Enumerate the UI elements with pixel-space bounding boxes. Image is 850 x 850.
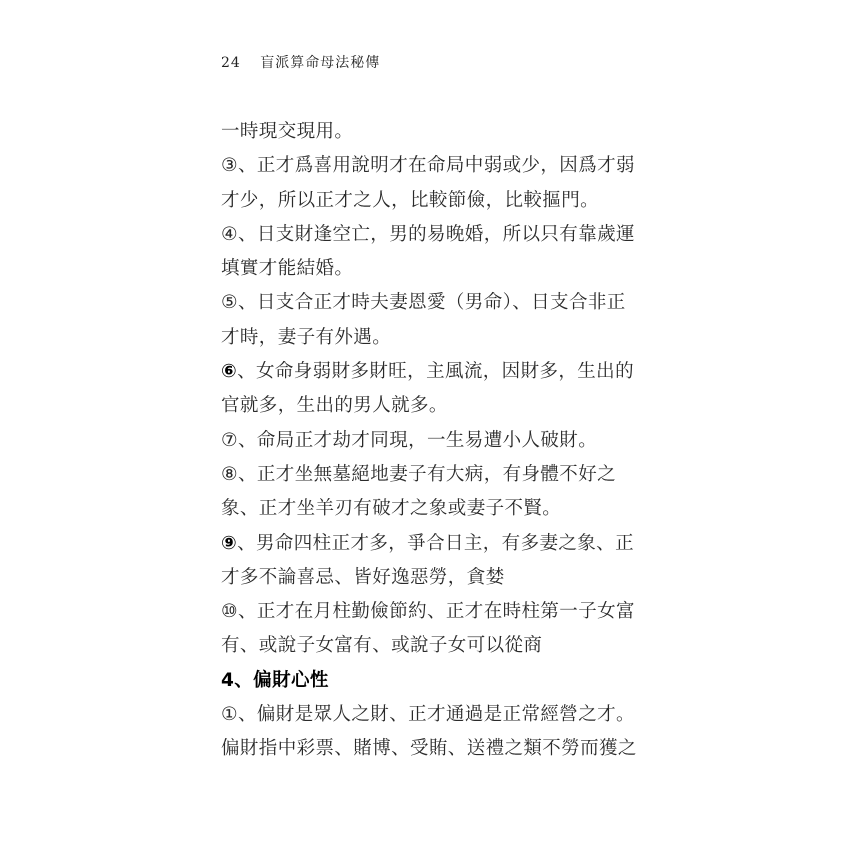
running-header [221, 52, 380, 72]
line-text: 、正才在月柱勤儉節約、正才在時柱第一子女富 [238, 601, 635, 623]
list-item-1 [221, 698, 641, 732]
line-text: 官就多，生出的男人就多。 [221, 395, 448, 417]
page-number: 24 [221, 55, 241, 71]
circled-number-8: ⑧ [221, 463, 238, 485]
line-text: 一時現交現用。 [221, 121, 354, 142]
text-line [221, 252, 641, 286]
text-line [221, 184, 641, 218]
line-text: 、日支財逢空亡，男的易晚婚，所以只有靠歲運 [238, 223, 635, 245]
list-item-6 [221, 355, 641, 389]
circled-number-10: ⑩ [221, 601, 238, 623]
circled-number-5: ⑤ [221, 292, 238, 314]
line-text: 、男命四柱正才多，爭合日主，有多妻之象、正 [237, 532, 634, 554]
text-line [221, 732, 641, 766]
text-line [221, 629, 641, 663]
line-text: 填實才能結婚。 [221, 258, 354, 280]
line-text: 、正才坐無墓絕地妻子有大病，有身體不好之 [238, 463, 617, 485]
line-text: 、正才爲喜用說明才在命局中弱或少，因爲才弱 [238, 155, 635, 177]
line-text: 象、正才坐羊刃有破才之象或妻子不賢。 [221, 498, 562, 520]
list-item-7 [221, 424, 641, 458]
list-item-9 [221, 527, 641, 561]
circled-number-3: ③ [221, 155, 238, 177]
circled-number-7: ⑦ [221, 429, 238, 451]
line-text: 、日支合正才時夫妻恩愛（男命）、日支合非正 [238, 292, 626, 314]
book-title: 盲派算命母法秘傳 [260, 55, 381, 71]
line-text: 有、或說子女富有、或說子女可以從商 [221, 635, 543, 657]
line-text: 才時，妻子有外遇。 [221, 326, 392, 348]
line-text: 、命局正才劫才同現，一生易遭小人破財。 [238, 429, 598, 451]
list-item-5 [221, 286, 641, 320]
circled-number-6: ⑥ [221, 361, 238, 383]
text-line [221, 561, 641, 595]
text-line [221, 389, 641, 423]
list-item-8 [221, 458, 641, 492]
line-text: 才多不論喜忌、皆好逸惡勞，貪婪 [221, 566, 505, 588]
line-text: 、女命身弱財多財旺，主風流，因財多，生出的 [237, 361, 634, 383]
list-item-10 [221, 595, 641, 629]
list-item-4 [221, 218, 641, 252]
circled-number-9: ⑨ [221, 532, 238, 554]
line-text: 才少，所以正才之人，比較節儉，比較摳門。 [221, 189, 600, 211]
text-line [221, 492, 641, 526]
body-text [221, 115, 641, 767]
text-line [221, 115, 641, 149]
list-item-3 [221, 149, 641, 183]
circled-number-4: ④ [221, 223, 238, 245]
text-line [221, 321, 641, 355]
section-heading: 4、偏財心性 [221, 669, 329, 691]
line-text: 偏財指中彩票、賭博、受賄、送禮之類不勞而獲之 [221, 738, 637, 760]
circled-number-1: ① [221, 704, 238, 726]
line-text: 、偏財是眾人之財、正才通過是正常經營之才。 [238, 704, 635, 726]
